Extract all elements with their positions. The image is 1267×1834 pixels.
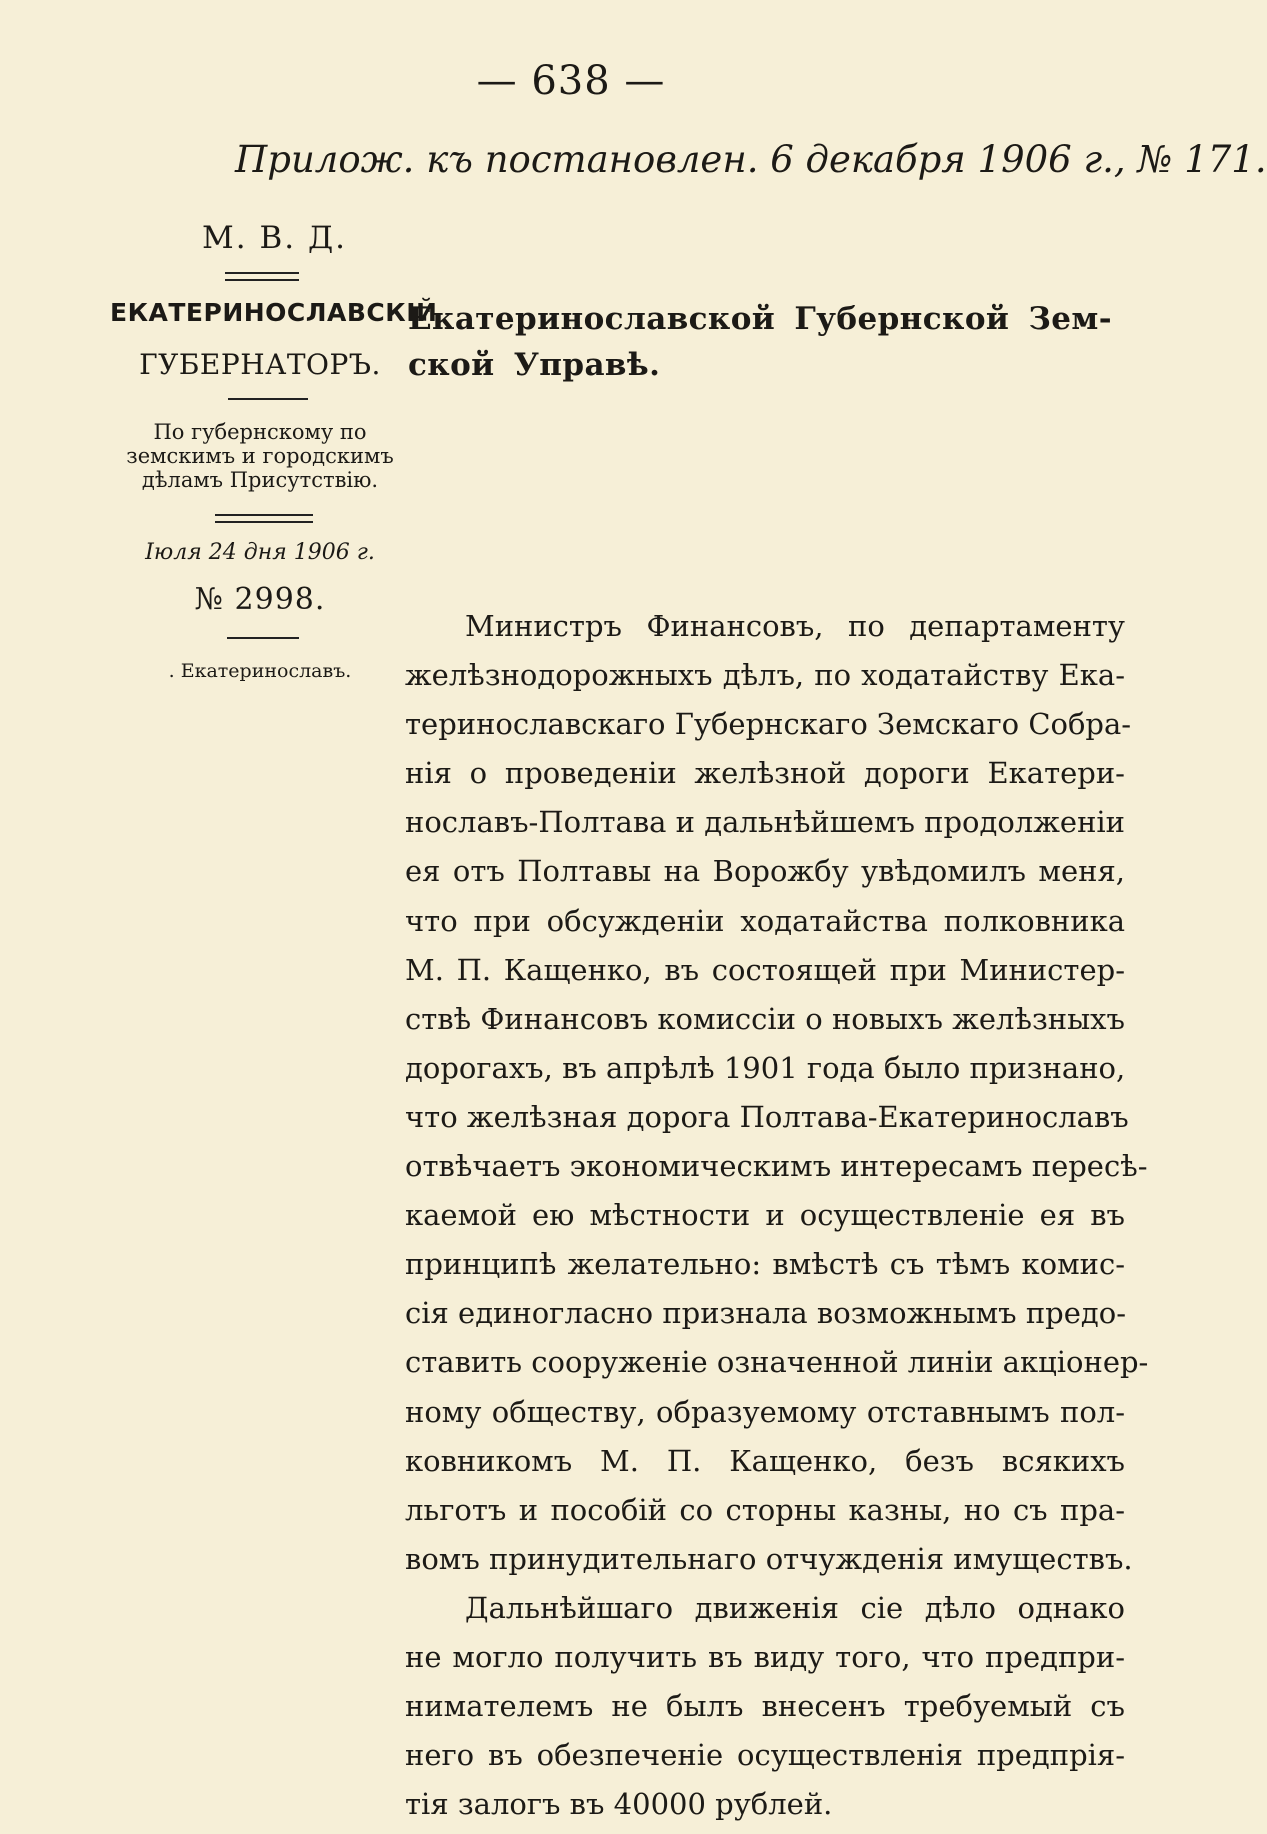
body-line: желѣзнодорожныхъ дѣлъ, по ходатайству Ека- — [405, 658, 1125, 693]
department-block — [110, 420, 410, 492]
rule — [227, 637, 299, 639]
body-line: дорогахъ, въ апрѣлѣ 1901 года было признано, — [405, 1050, 1126, 1085]
body-line: ному обществу, образуемому отставнымъ пол- — [405, 1394, 1125, 1429]
body-line: каемой ею мѣстности и осуществленіе ея въ — [405, 1198, 1125, 1233]
governor-title-line1: ЕКАТЕРИНОСЛАВСКІЙ — [110, 298, 438, 327]
body-line: нославъ-Полтава и дальнѣйшемъ продолженіи — [405, 805, 1125, 840]
body-line: льготъ и пособій со сторны казны, но съ пра- — [405, 1492, 1125, 1527]
letter-date: Іюля 24 дня 1906 г. — [145, 540, 375, 565]
body-line: ея отъ Полтавы на Ворожбу увѣдомилъ меня, — [405, 854, 1125, 889]
letter-body — [405, 602, 1149, 1829]
body-line: ставить сооруженіе означенной линіи акціонер- — [405, 1345, 1149, 1380]
body-line: ствѣ Финансовъ комиссіи о новыхъ желѣзныхъ — [405, 1001, 1125, 1036]
department-line: дѣламъ Присутствію. — [141, 468, 379, 492]
ministry-abbreviation: М. В. Д. — [202, 220, 347, 256]
body-line: нія о проведеніи желѣзной дороги Екатери- — [405, 756, 1125, 791]
rule — [228, 398, 308, 400]
body-line: вомъ принудительнаго отчужденія имуществъ. — [405, 1541, 1133, 1576]
body-line: Дальнѣйшаго движенія сіе дѣло однако — [465, 1590, 1125, 1625]
body-line: Министръ Финансовъ, по департаменту — [465, 609, 1125, 643]
department-line: земскимъ и городскимъ — [126, 444, 394, 468]
body-line: принципѣ желательно: вмѣстѣ съ тѣмъ комис- — [405, 1247, 1125, 1282]
body-line: тія залогъ въ 40000 рублей. — [405, 1787, 833, 1822]
body-line: него въ обезпеченіе осуществленія предпрія- — [405, 1738, 1125, 1773]
double-rule — [215, 514, 313, 523]
body-line: нимателемъ не былъ внесенъ требуемый съ — [405, 1689, 1125, 1724]
body-line: теринославскаго Губернскаго Земскаго Собра- — [405, 707, 1132, 742]
body-line: отвѣчаетъ экономическимъ интересамъ пересѣ- — [405, 1149, 1148, 1184]
body-line: ковникомъ М. П. Кащенко, безъ всякихъ — [405, 1443, 1125, 1478]
addressee — [408, 296, 1143, 388]
addressee-line: Екатеринославской Губернской Зем- — [408, 301, 1112, 337]
body-line: сія единогласно признала возможнымъ предо- — [405, 1296, 1127, 1331]
body-line: М. П. Кащенко, въ состоящей при Министер- — [405, 952, 1125, 987]
city-name: . Екатеринославъ. — [168, 660, 352, 682]
department-line: По губернскому по — [153, 420, 367, 444]
body-line: что желѣзная дорога Полтава-Екатеринославъ — [405, 1099, 1129, 1134]
page-number: — 638 — — [476, 58, 666, 104]
body-line: что при обсужденіи ходатайства полковника — [405, 903, 1125, 938]
double-rule — [225, 272, 299, 281]
addressee-line: ской Управѣ. — [408, 347, 661, 383]
letter-number: № 2998. — [194, 582, 326, 617]
body-line: не могло получить въ виду того, что предпри- — [405, 1639, 1125, 1674]
appendix-title: Прилож. къ постановлен. 6 декабря 1906 г., № 171. — [235, 138, 1267, 181]
governor-title-line2: ГУБЕРНАТОРЪ. — [139, 348, 381, 381]
